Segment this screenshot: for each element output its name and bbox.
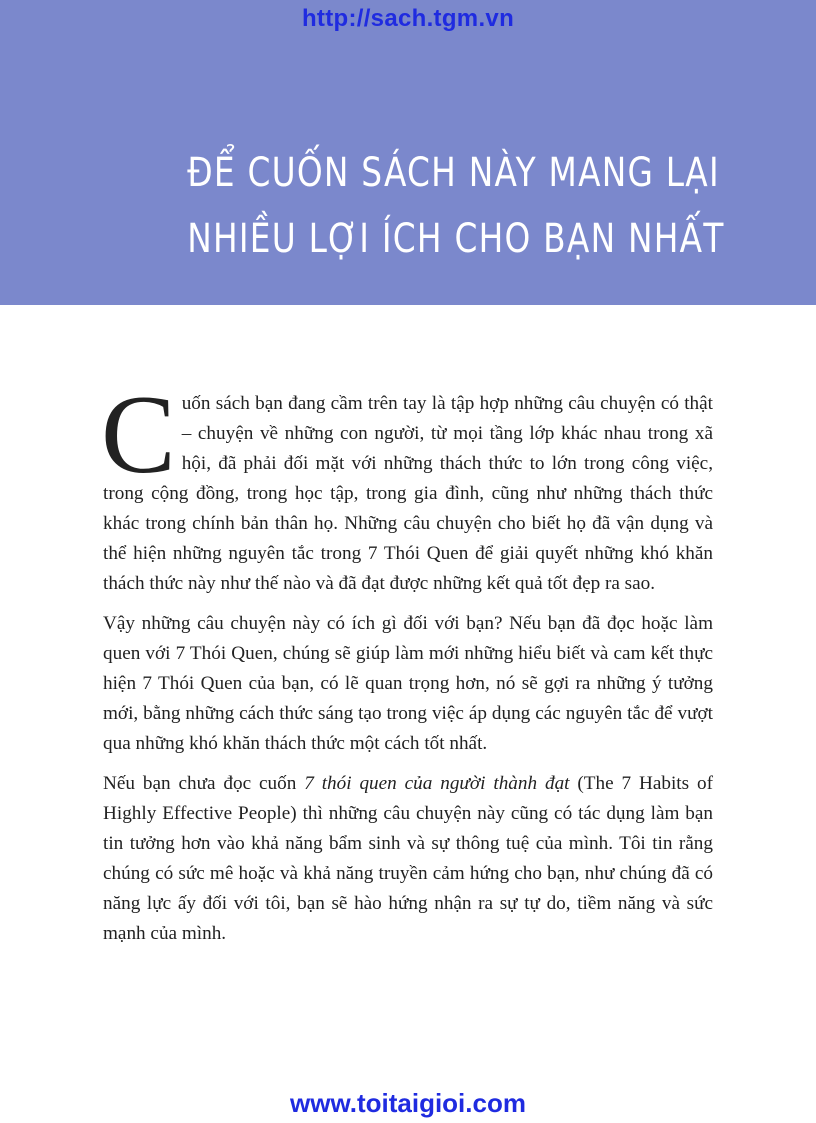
header-band [0,0,816,305]
paragraph-3 [103,769,713,949]
footer-website: www.toitaigioi.com [290,1088,526,1118]
body-text [101,373,713,959]
drop-cap: C [101,373,176,497]
chapter-title [187,140,725,272]
source-url-watermark: http://sach.tgm.vn [301,5,515,32]
book-title: 7 thói quen của người thành đạt [304,773,570,794]
paragraph-2: Vậy những câu chuyện này có ích gì đối với bạn? Nếu bạn đã đọc hoặc làm quen với 7 Thói Quen, chúng sẽ giúp làm mới những hiểu biết và cam kết thực hiện 7 Thói Quen của bạn, có lẽ quan trọng hơn, nó sẽ gợi ra những ý tưởng mới, bằng những cách thức sáng tạo trong việc áp dụng các nguyên tắc để vượt qua những khó khăn thách thức một cách tốt nhất. [103,613,713,754]
chapter-title-line-1: ĐỂ CUỐN SÁCH NÀY MANG LẠI [187,150,720,196]
chapter-title-line-2: NHIỀU LỢI ÍCH CHO BẠN NHẤT [187,216,725,262]
paragraph-3-rest: (The 7 Habits of Highly Effective People) thì những câu chuyện này cũng có tác dụng làm bạn tin tưởng hơn vào khả năng bẩm sinh và sự thông tuệ của mình. Tôi tin rằng chúng có sức mê hoặc và khả năng truyền cảm hứng cho bạn, như chúng đã có năng lực ấy đối với tôi, bạn sẽ hào hứng nhận ra sự tự do, tiềm năng và sức mạnh của mình. [103,773,713,944]
paragraph-3-intro: Nếu bạn chưa đọc cuốn [103,773,305,794]
paragraph-1-text: uốn sách bạn đang cầm trên tay là tập hợp những câu chuyện có thật – chuyện về những con người, từ mọi tầng lớp khác nhau trong xã hội, đã phải đối mặt với những thách thức to lớn trong công việc, trong cộng đồng, trong học tập, trong gia đình, cũng như những thách thức khác trong chính bản thân họ. Những câu chuyện cho biết họ đã vận dụng và thể hiện những nguyên tắc trong 7 Thói Quen để giải quyết những khó khăn thách thức này như thế nào và đã đạt được những kết quả tốt đẹp ra sao. [103,393,713,594]
paragraph-1 [101,373,713,599]
